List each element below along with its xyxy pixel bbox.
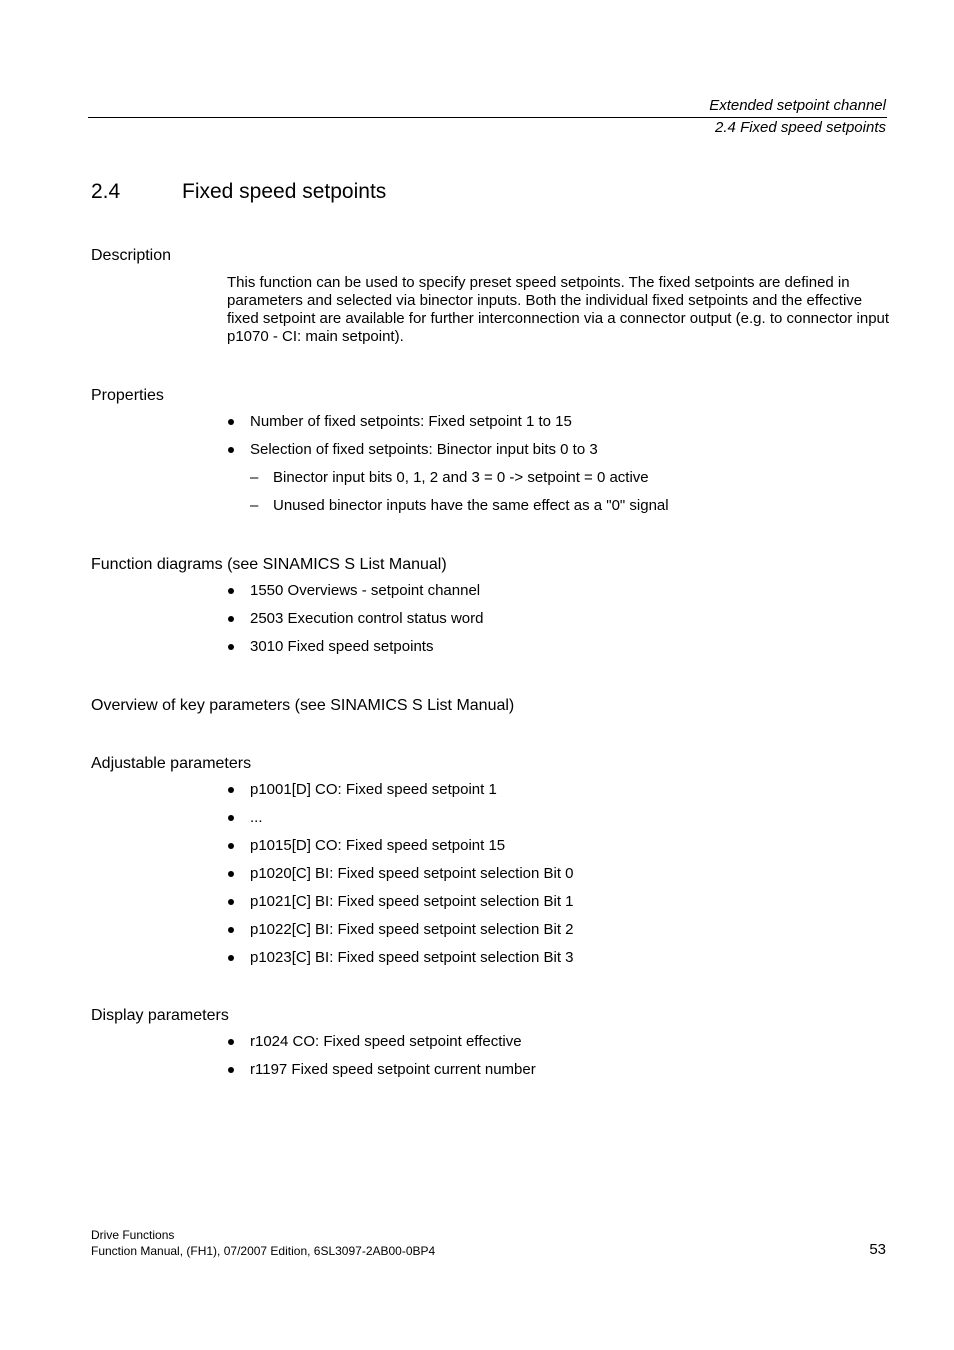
- bullet-icon: [228, 616, 234, 622]
- list-item: p1023[C] BI: Fixed speed setpoint selection Bit 3: [227, 949, 887, 977]
- display-parameters-list: [227, 1033, 887, 1089]
- function-diagrams-heading: Function diagrams (see SINAMICS S List Manual): [91, 556, 447, 573]
- footer-document-title: Drive Functions: [91, 1228, 175, 1242]
- list-item: p1015[D] CO: Fixed speed setpoint 15: [227, 837, 887, 865]
- list-item: ...: [227, 809, 887, 837]
- list-item: 1550 Overviews - setpoint channel: [227, 582, 887, 610]
- list-item: r1197 Fixed speed setpoint current number: [227, 1061, 887, 1089]
- dash-icon: –: [250, 469, 259, 486]
- description-heading: Description: [91, 247, 172, 264]
- header-rule: [88, 117, 887, 118]
- overview-heading: Overview of key parameters (see SINAMICS S List Manual): [91, 697, 515, 714]
- running-header-chapter: Extended setpoint channel: [709, 97, 886, 114]
- list-item: p1021[C] BI: Fixed speed setpoint selection Bit 1: [227, 893, 887, 921]
- bullet-icon: [228, 815, 234, 821]
- properties-heading: Properties: [91, 387, 164, 404]
- bullet-icon: [228, 927, 234, 933]
- list-item: 2503 Execution control status word: [227, 610, 887, 638]
- page-number: 53: [869, 1241, 886, 1258]
- bullet-icon: [228, 843, 234, 849]
- list-item: Number of fixed setpoints: Fixed setpoint 1 to 15: [227, 413, 887, 441]
- bullet-icon: [228, 1039, 234, 1045]
- section-title: [91, 178, 386, 206]
- list-item: p1020[C] BI: Fixed speed setpoint selection Bit 0: [227, 865, 887, 893]
- list-item: p1001[D] CO: Fixed speed setpoint 1: [227, 781, 887, 809]
- adjustable-parameters-heading: Adjustable parameters: [91, 755, 252, 772]
- adjustable-parameters-list: [227, 781, 887, 977]
- bullet-icon: [228, 588, 234, 594]
- bullet-icon: [228, 1067, 234, 1073]
- list-item: p1022[C] BI: Fixed speed setpoint selection Bit 2: [227, 921, 887, 949]
- running-header-section: 2.4 Fixed speed setpoints: [715, 119, 886, 136]
- properties-sublist: [250, 469, 890, 525]
- list-item: 3010 Fixed speed setpoints: [227, 638, 887, 666]
- bullet-icon: [228, 644, 234, 650]
- footer-edition: Function Manual, (FH1), 07/2007 Edition, 6SL3097-2AB00-0BP4: [91, 1244, 436, 1258]
- section-number: 2.4: [91, 180, 121, 203]
- bullet-icon: [228, 899, 234, 905]
- sub-list-item: – Binector input bits 0, 1, 2 and 3 = 0 -> setpoint = 0 active: [250, 469, 649, 486]
- function-diagrams-list: [227, 582, 887, 666]
- footer: [91, 1227, 435, 1259]
- bullet-icon: [228, 871, 234, 877]
- bullet-icon: [228, 955, 234, 961]
- list-item: Selection of fixed setpoints: Binector input bits 0 to 3: [227, 441, 887, 469]
- dash-icon: –: [250, 497, 259, 514]
- properties-list: [227, 413, 887, 469]
- sub-list-item: – Unused binector inputs have the same effect as a "0" signal: [250, 497, 669, 514]
- bullet-icon: [228, 419, 234, 425]
- display-parameters-heading: Display parameters: [91, 1007, 229, 1024]
- bullet-icon: [228, 787, 234, 793]
- bullet-icon: [228, 447, 234, 453]
- description-text: This function can be used to specify preset speed setpoints. The fixed setpoints are defined in parameters and selected via binector inputs. Both the individual fixed setpoints and the effective fixed setpoint are available for further interconnection via a connector output (e.g. to connector input p1070 - CI: main setpoint).: [227, 274, 890, 345]
- section-title-text: Fixed speed setpoints: [182, 180, 387, 203]
- list-item: r1024 CO: Fixed speed setpoint effective: [227, 1033, 887, 1061]
